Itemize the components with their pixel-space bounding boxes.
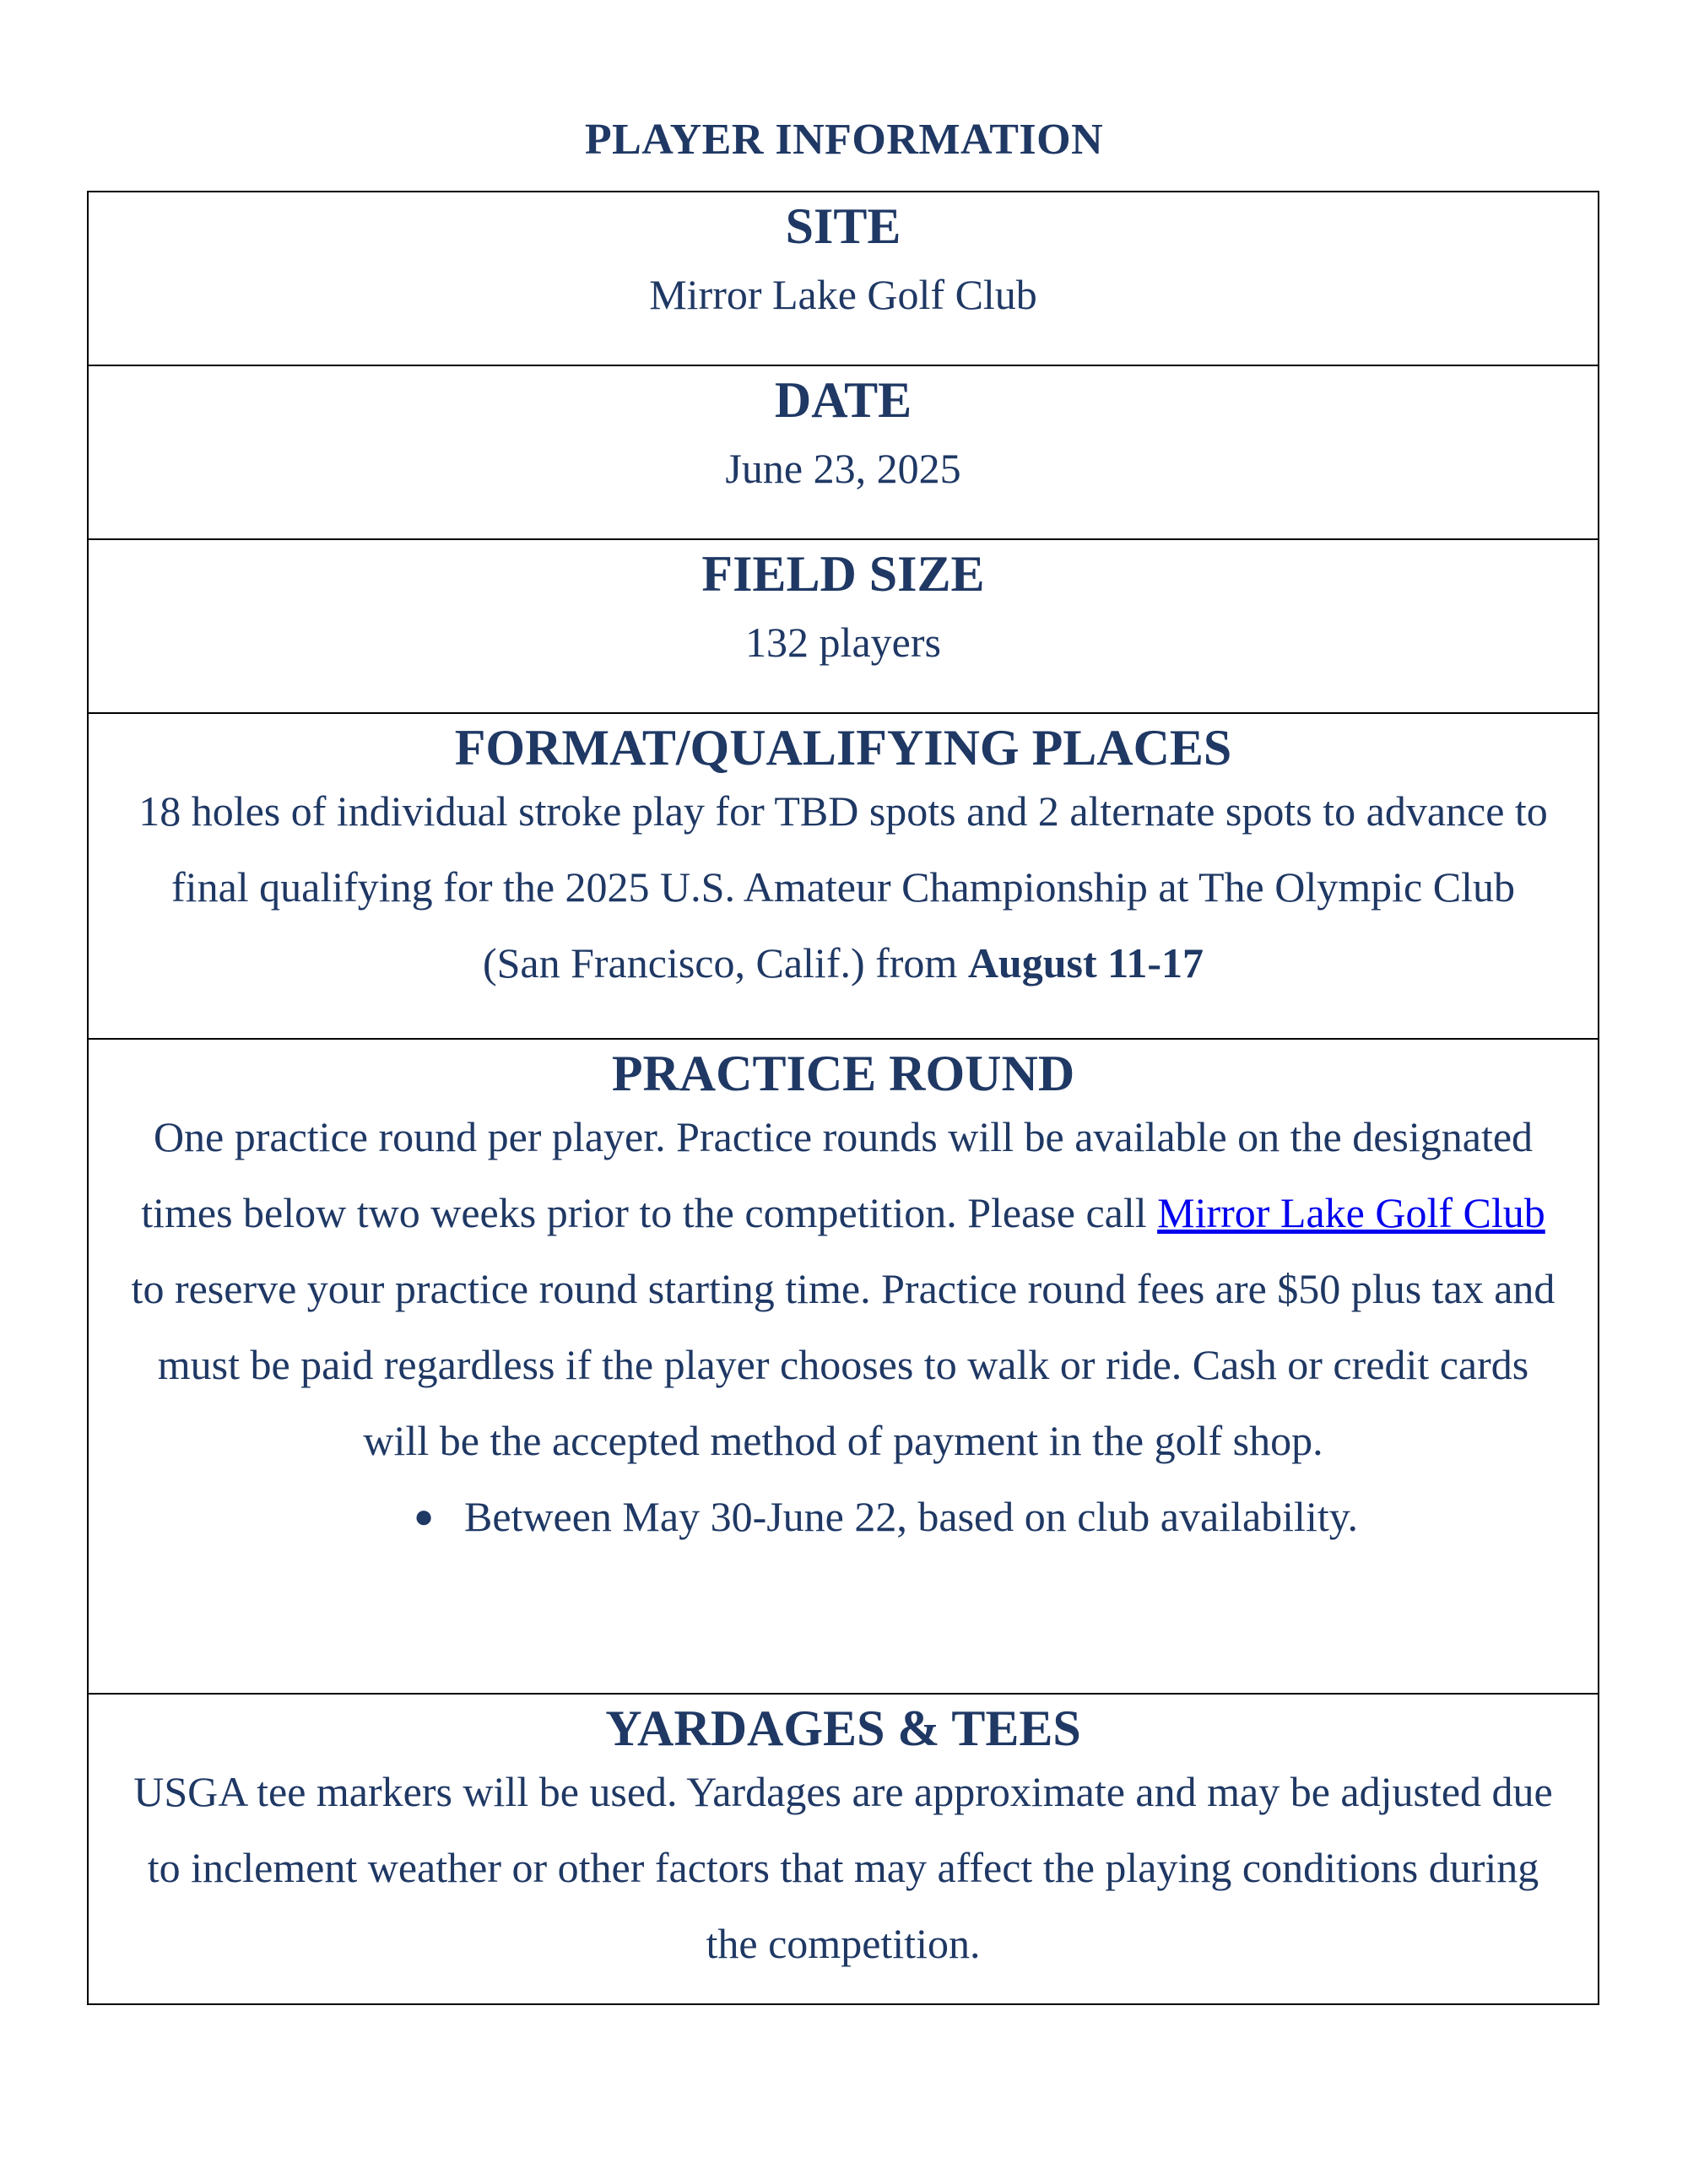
player-info-table: [87, 191, 1599, 2005]
field-size-value: 132 players: [745, 619, 941, 666]
yardages-text: USGA tee markers will be used. Yardages are approximate and may be adjusted due to inclement weather or other factors that may affect the playing conditions during the competition.: [133, 1768, 1553, 1967]
date-heading: DATE: [774, 372, 912, 428]
page-title: PLAYER INFORMATION: [584, 116, 1104, 164]
format-text: [131, 773, 1555, 1001]
site-value: Mirror Lake Golf Club: [649, 271, 1037, 318]
practice-row: [88, 1039, 1599, 1694]
field-size-heading: FIELD SIZE: [701, 546, 985, 602]
date-row: [88, 365, 1599, 539]
field-size-cell: [88, 539, 1599, 713]
site-row: [88, 192, 1599, 365]
field-size-row: [88, 539, 1599, 713]
practice-body-intro: One practice round per player. Practice rounds will be available on the designated times below two weeks prior to the competition. Please call: [141, 1113, 1534, 1236]
practice-bullet-item: [414, 1479, 1555, 1554]
format-dates: August 11-17: [967, 939, 1204, 987]
site-heading: SITE: [785, 198, 901, 254]
date-cell: [88, 365, 1599, 539]
practice-text: [131, 1099, 1555, 1479]
format-row: [88, 713, 1599, 1039]
yardages-heading: YARDAGES & TEES: [605, 1700, 1081, 1756]
practice-heading: PRACTICE ROUND: [611, 1046, 1075, 1101]
practice-bullet-list: [131, 1479, 1555, 1554]
format-cell: [88, 713, 1599, 1039]
yardages-row: [88, 1694, 1599, 2004]
mirror-lake-link[interactable]: Mirror Lake Golf Club: [1157, 1189, 1545, 1236]
yardages-cell: [88, 1694, 1599, 2004]
bullet-icon: ●: [414, 1497, 435, 1535]
practice-bullet-text: Between May 30-June 22, based on club availability.: [464, 1493, 1358, 1540]
format-body: 18 holes of individual stroke play for TBD spots and 2 alternate spots to advance to final qualifying for the 2025 U.S. Amateur Championship at The Olympic Club (San Francisco, Calif.) from: [138, 787, 1548, 987]
practice-body-details: to reserve your practice round starting time. Practice round fees are $50 plus tax and must be paid regardless if the player chooses to walk or ride. Cash or credit cards will be the accepted method of payment in the golf shop.: [131, 1265, 1555, 1464]
practice-cell: [88, 1039, 1599, 1694]
site-cell: [88, 192, 1599, 365]
format-heading: FORMAT/QUALIFYING PLACES: [454, 720, 1232, 776]
date-value: June 23, 2025: [725, 445, 961, 492]
